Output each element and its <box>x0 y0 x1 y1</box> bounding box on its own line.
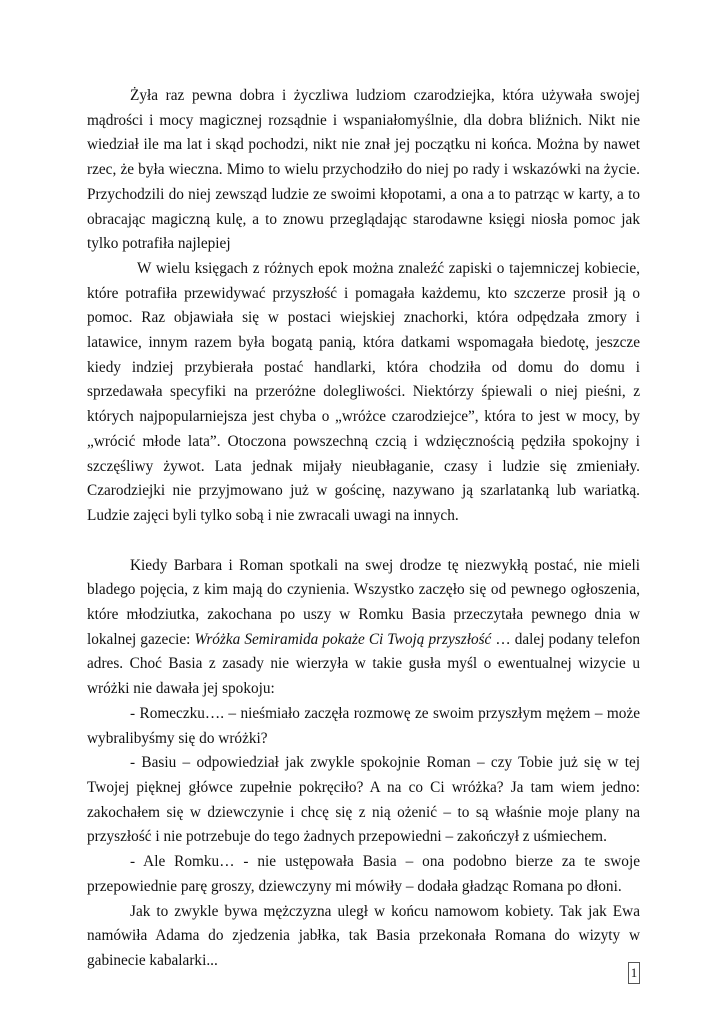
paragraph-3-continuation: … dalej podany telefon adres. Choć Basia z zasady nie wierzyła w takie gusła myśl o ewentualnej wizycie u wróżki nie dawała jej spokoju: <box>87 630 641 698</box>
paragraph-3 <box>87 554 640 702</box>
paragraph-gap <box>87 529 640 554</box>
paragraph-4: Jak to zwykle bywa mężczyzna uległ w końcu namowom kobiety. Tak jak Ewa namówiła Adama do zjedzenia jabłka, tak Basia przekonała Romana do wizyty w gabinecie kabalarki... <box>87 902 640 969</box>
newspaper-ad-quote: Wróżka Semiramida pokaże Ci Twoją przyszłość <box>194 630 492 648</box>
paragraph-2: W wielu księgach z różnych epok można znaleźć zapiski o tajemniczej kobiecie, które potrafiła przewidywać przyszłość i pomagała każdemu, kto szczerze prosił ją o pomoc. Raz objawiała się w postaci wiejskiej znachorki, która odpędzała zmory i latawice, innym razem była bogatą panią, która datkami wspomagała biedotę, jeszcze kiedy indziej przybierała postać handlarki, która chodziła od domu do domu i sprzedawała specyfiki na przeróżne dolegliwości. Niektórzy śpiewali o niej pieśni, z których najpopularniejsza jest chyba o „wróżce czarodziejce”, która to jest w mocy, by „wrócić młode lata”. Otoczona powszechną czcią i wdzięcznością pędziła spokojny i szczęśliwy żywot. Lata jednak mijały nieubłaganie, czasy i ludzie się zmieniały. Czarodziejki nie przyjmowano już w gościnę, nazywano ją szarlatanką lub wariatką. Ludzie zajęci byli tylko sobą i nie zwracali uwagi na innych. <box>87 259 640 524</box>
paragraph-3-intro: Kiedy Barbara i Roman spotkali na swej drodze tę niezwykłą postać, nie mieli bladego pojęcia, z kim mają do czynienia. Wszystko zaczęło się od pewnego ogłoszenia, które młodziutka, zakochana po uszy w Romku Basia przeczytała pewnego dnia w lokalnej gazecie: <box>87 556 640 648</box>
dialogue-line-3: - Ale Romku… - nie ustępowała Basia – ona podobno bierze za te swoje przepowiednie parę groszy, dziewczyny mi mówiły – dodała gładząc Romana po dłoni. <box>87 853 640 895</box>
dialogue-line-1: - Romeczku…. – nieśmiało zaczęła rozmowę ze swoim przyszłym mężem – może wybralibyśmy się do wróżki? <box>87 704 640 747</box>
dialogue-line-2: - Basiu – odpowiedział jak zwykle spokojnie Roman – czy Tobie już się w tej Twojej pięknej główce zupełnie pokręciło? A na co Ci wróżka? Ja tam wiem jedno: zakochałem się w dziewczynie i chcę się z nią ożenić – to są właśnie moje plany na przyszłość i nie potrzebuje do tego żadnych przepowiedni – zakończył z uśmiechem. <box>87 754 640 846</box>
paragraph-1: Żyła raz pewna dobra i życzliwa ludziom czarodziejka, która używała swojej mądrości i mocy magicznej rozsądnie i wspaniałomyślnie, dla dobra bliźnich. Nikt nie wiedział ile ma lat i skąd pochodzi, nikt nie znał jej początku ni końca. Można by nawet rzec, że była wieczna. Mimo to wielu przychodziło do niej po rady i wskazówki na życie. Przychodzili do niej zewsząd ludzie ze swoimi kłopotami, a ona a to patrząc w karty, a to obracając magiczną kulę, a to znowu przeglądając starodawne księgi niosła pomoc jak tylko potrafiła najlepiej <box>87 87 640 253</box>
document-body <box>87 84 640 974</box>
page-number: 1 <box>628 962 640 984</box>
